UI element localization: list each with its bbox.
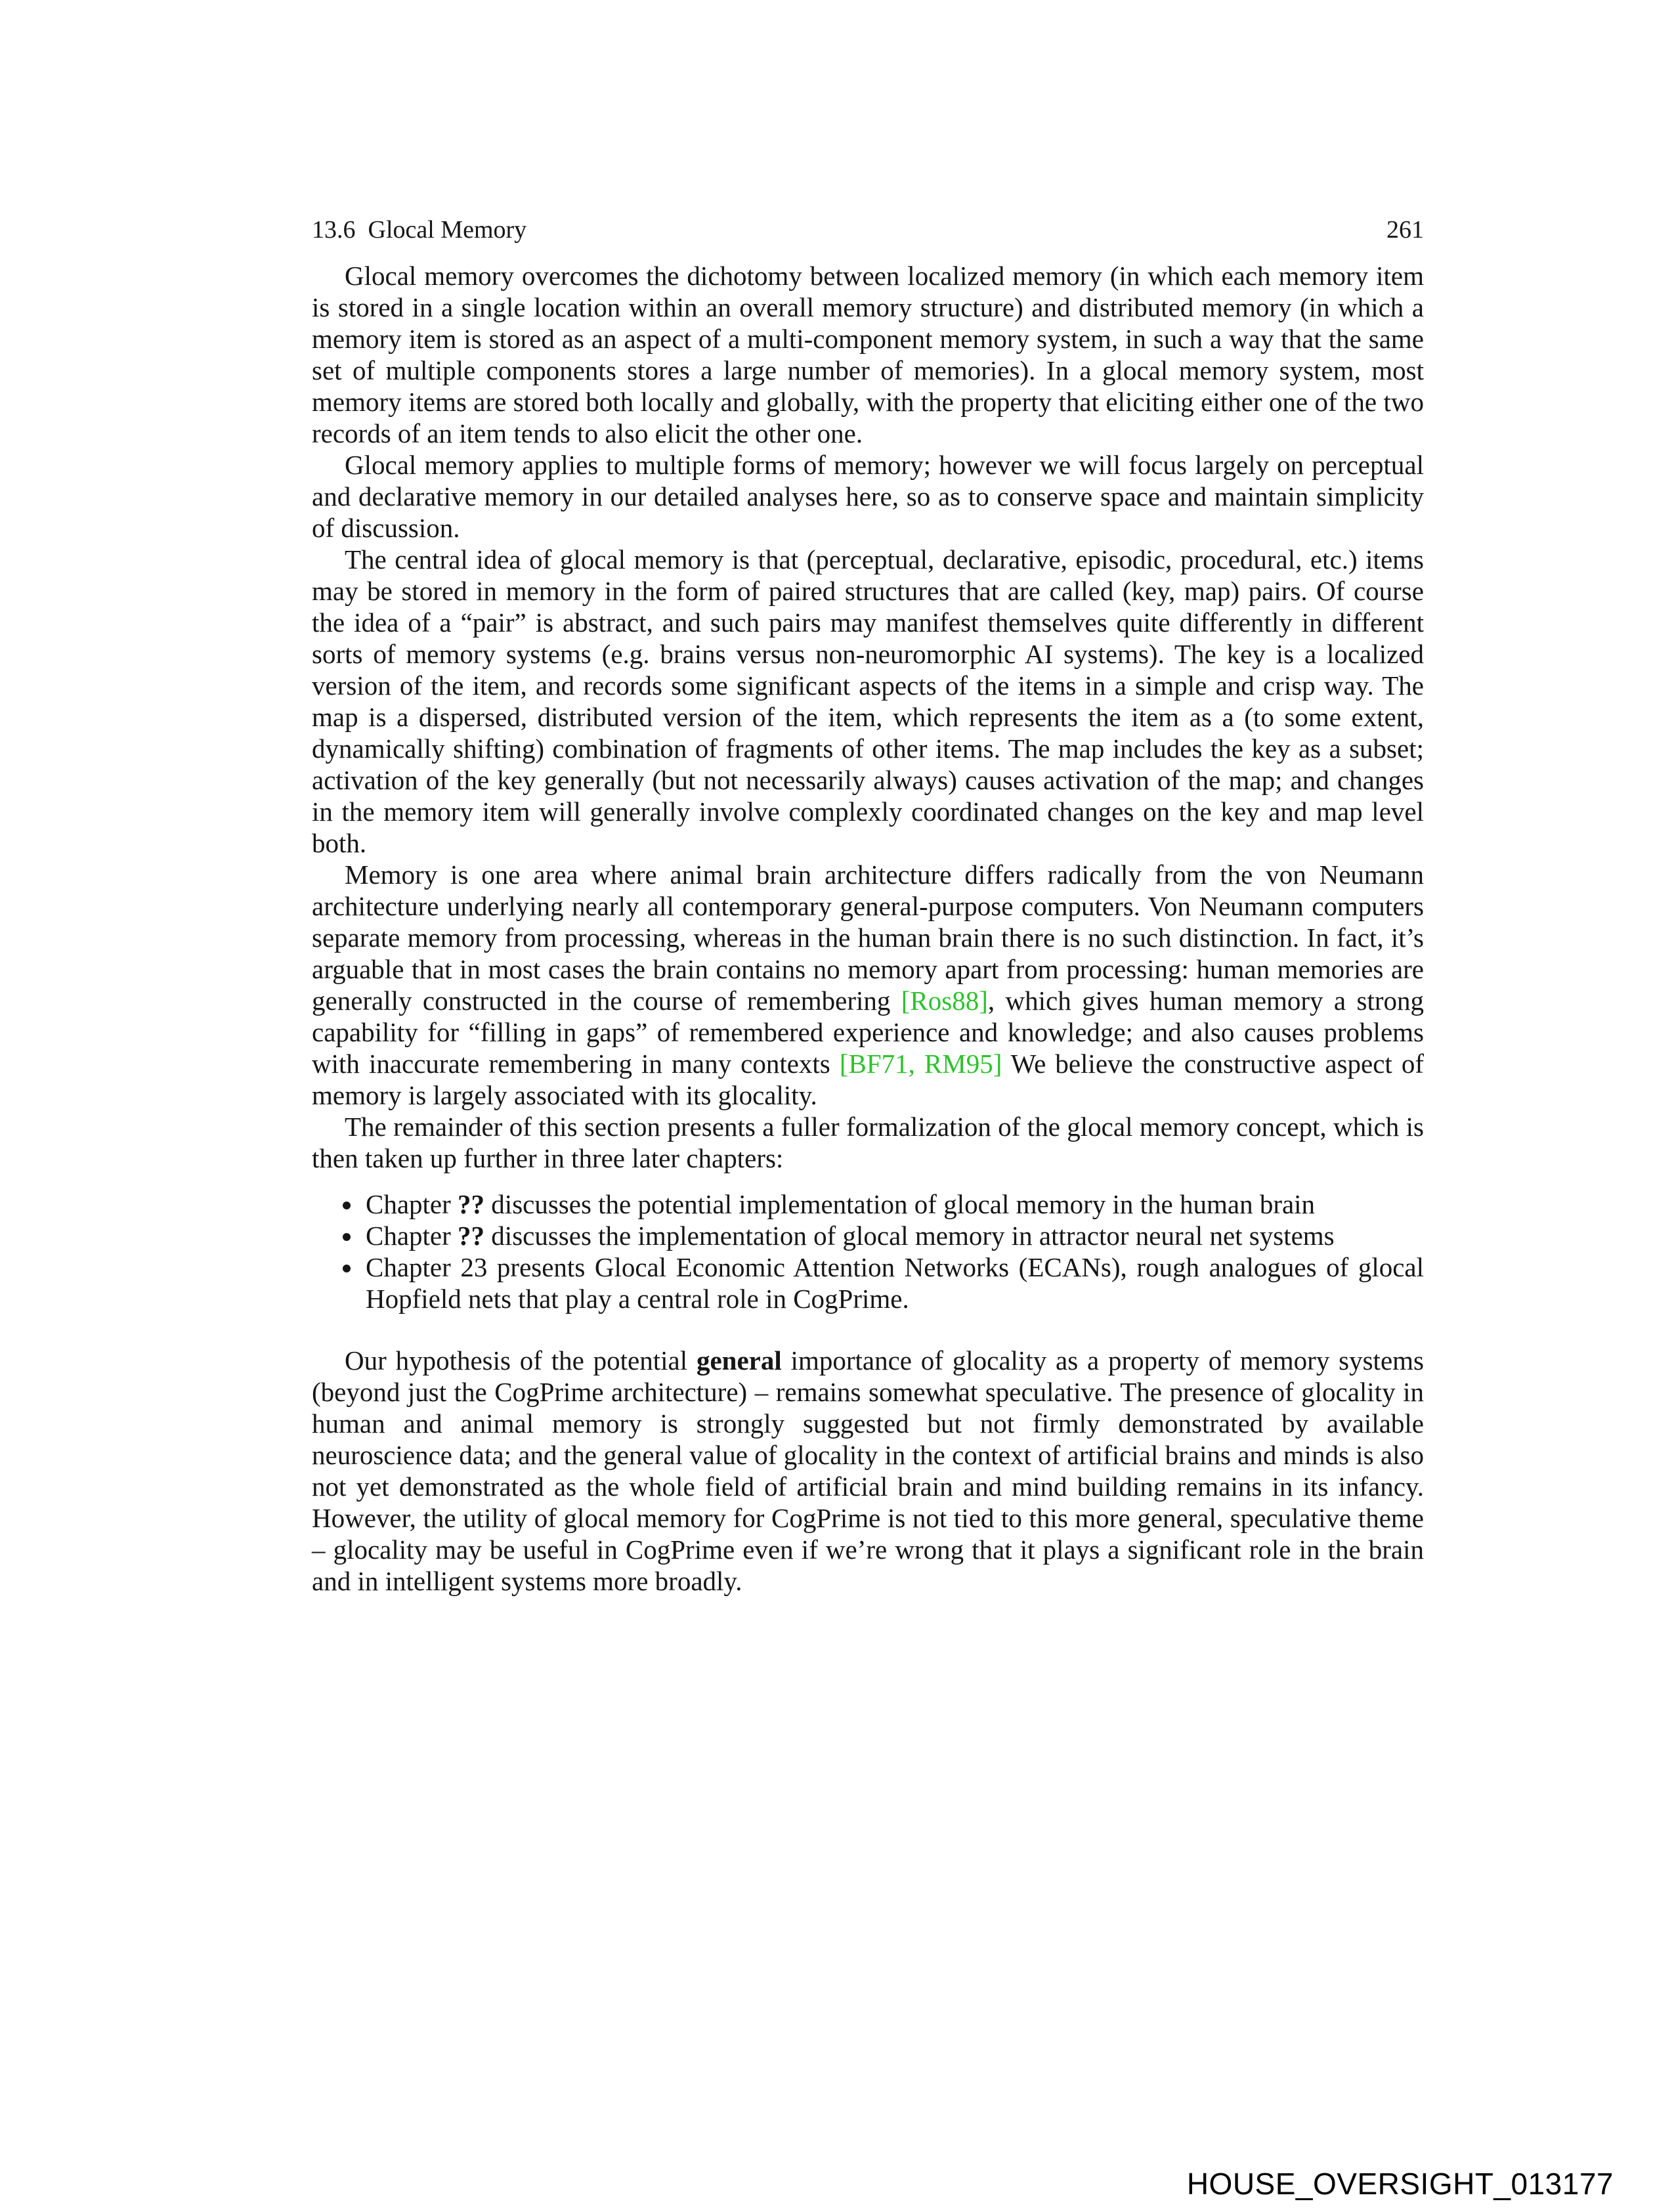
paragraph <box>312 859 1424 1111</box>
running-header <box>312 215 1424 246</box>
text-run: We believe the constructive aspect of memory is largely associated with its glocality. <box>312 1048 1424 1110</box>
text-run: importance of glocality as a property of memory systems (beyond just the CogPrime architecture) – remains somewhat speculative. The presence of glocality in human and animal memory is strongly suggested but not firmly demonstrated by available neuroscience data; and the general value of glocality in the context of artificial brains and minds is also not yet demonstrated as the whole field of artificial brain and mind building remains in its infancy. However, the utility of glocal memory for CogPrime is not tied to this more general, speculative theme – glocality may be useful in CogPrime even if we’re wrong that it plays a significant role in the brain and in intelligent systems more broadly. <box>312 1345 1424 1596</box>
text-run: Our hypothesis of the potential <box>345 1345 697 1376</box>
citation-link[interactable]: [BF71, RM95] <box>839 1048 1002 1079</box>
text-run: Glocal memory applies to multiple forms of memory; however we will focus largely on perceptual and declarative memory in our detailed analyses here, so as to conserve space and maintain simplicity of discussion. <box>312 449 1424 543</box>
citation-link[interactable]: [Ros88] <box>901 985 988 1016</box>
page-number: 261 <box>1386 216 1424 244</box>
text-run: The central idea of glocal memory is that (perceptual, declarative, episodic, procedural, etc.) items may be stored in memory in the form of paired structures that are called (key, map) pairs. Of course the idea of a “pair” is abstract, and such pairs may manifest themselves quite differently in different sorts of memory systems (e.g. brains versus non-neuromorphic AI systems). The key is a localized version of the item, and records some significant aspects of the items in a simple and crisp way. The map is a dispersed, distributed version of the item, which represents the item as a (to some extent, dynamically shifting) combination of fragments of other items. The map includes the key as a subset; activation of the key generally (but not necessarily always) causes activation of the map; and changes in the memory item will generally involve complexly coordinated changes on the key and map level both. <box>312 544 1424 858</box>
bold-text: ?? <box>458 1220 485 1251</box>
paragraph <box>312 449 1424 544</box>
text-run: discusses the potential implementation of glocal memory in the human brain <box>484 1188 1316 1219</box>
paragraph <box>312 544 1424 859</box>
chapter-list-item <box>363 1188 1424 1220</box>
text-run: Glocal memory overcomes the dichotomy between localized memory (in which each memory item is stored in a single location within an overall memory structure) and distributed memory (in which a memory item is stored as an aspect of a multi-component memory system, in such a way that the same set of multiple components stores a large number of memories). In a glocal memory system, most memory items are stored both locally and globally, with the property that eliciting either one of the two records of an item tends to also elicit the other one. <box>312 260 1424 448</box>
text-run: Chapter <box>366 1188 458 1219</box>
section-heading: 13.6 Glocal Memory <box>312 216 527 244</box>
chapter-list-item <box>363 1251 1424 1314</box>
text-run: Memory is one area where animal brain architecture differs radically from the von Neumann architecture underlying nearly all contemporary general-purpose computers. Von Neumann computers separate memory from processing, whereas in the human brain there is no such distinction. In fact, it’s arguable that in most cases the brain contains no memory apart from processing: human memories are generally constructed in the course of remembering <box>312 859 1424 1016</box>
bold-text: general <box>696 1345 782 1376</box>
text-run: discusses the implementation of glocal memory in attractor neural net systems <box>484 1220 1335 1251</box>
chapter-list <box>312 1188 1424 1314</box>
chapter-list-item <box>363 1220 1424 1251</box>
bates-number: HOUSE_OVERSIGHT_013177 <box>1186 2167 1614 2201</box>
bold-text: ?? <box>458 1188 485 1219</box>
text-run: The remainder of this section presents a fuller formalization of the glocal memory concept, which is then taken up further in three later chapters: <box>312 1111 1424 1173</box>
text-column <box>312 215 1424 1597</box>
text-run: Chapter 23 presents Glocal Economic Attention Networks (ECANs), rough analogues of glocal Hopfield nets that play a central role in CogPrime. <box>366 1251 1424 1314</box>
text-run: Chapter <box>366 1220 458 1251</box>
paragraph <box>312 260 1424 449</box>
page-body <box>312 260 1424 1597</box>
text-run: , which gives human memory a strong capability for “filling in gaps” of remembered experience and knowledge; and also causes problems with inaccurate remembering in many contexts <box>312 985 1424 1079</box>
paragraph <box>312 1111 1424 1174</box>
paragraph <box>312 1345 1424 1597</box>
